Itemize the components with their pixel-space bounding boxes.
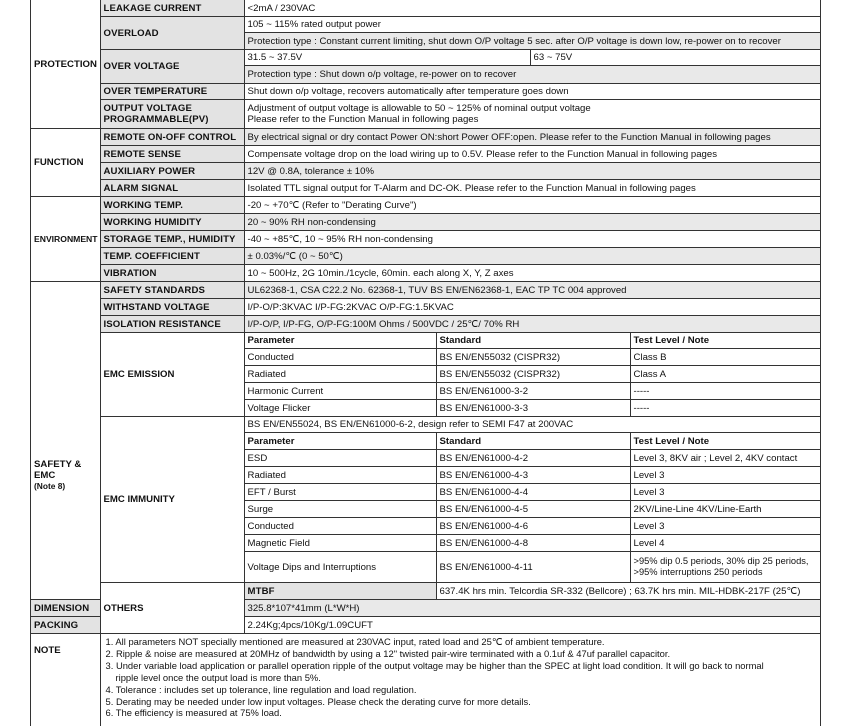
row-storage <box>31 231 821 248</box>
emission-standard: BS EN/EN61000-3-2 <box>436 383 630 400</box>
value-withstand-voltage: I/P-O/P:3KVAC I/P-FG:2KVAC O/P-FG:1.5KVAC <box>244 299 820 316</box>
label-working-humidity: WORKING HUMIDITY <box>100 214 244 231</box>
note-item: 4. Tolerance : includes set up tolerance, line regulation and load regulation. <box>105 683 417 695</box>
label-over-voltage: OVER VOLTAGE <box>100 50 244 84</box>
emission-header-parameter: Parameter <box>244 333 436 349</box>
row-safety-standards <box>31 282 821 299</box>
row-working-temp <box>31 197 821 214</box>
label-storage: STORAGE TEMP., HUMIDITY <box>100 231 244 248</box>
note-item: ripple level once the output load is more than 5%. <box>115 671 321 683</box>
immunity-level: Level 3 <box>630 467 820 484</box>
immunity-parameter: Radiated <box>244 467 436 484</box>
immunity-level: Level 4 <box>630 535 820 552</box>
immunity-parameter: Magnetic Field <box>244 535 436 552</box>
immunity-parameter: Surge <box>244 501 436 518</box>
value-safety-standards: UL62368-1, CSA C22.2 No. 62368-1, TUV BS EN/EN62368-1, EAC TP TC 004 approved <box>244 282 820 299</box>
label-remote-sense: REMOTE SENSE <box>100 146 244 163</box>
label-mtbf: MTBF <box>244 583 436 600</box>
label-remote-onoff: REMOTE ON-OFF CONTROL <box>100 129 244 146</box>
row-notes <box>31 634 821 726</box>
value-over-temperature: Shut down o/p voltage, recovers automatically after temperature goes down <box>244 84 820 100</box>
note-item: 1. All parameters NOT specially mentioned are measured at 230VAC input, rated load and 25℃ of ambient temperature. <box>105 636 605 647</box>
emission-header-row <box>31 333 821 349</box>
emission-header-standard: Standard <box>436 333 630 349</box>
label-packing: PACKING <box>31 617 101 634</box>
label-output-pv: OUTPUT VOLTAGE PROGRAMMABLE(PV) <box>100 100 244 129</box>
value-over-voltage-protection: Protection type : Shut down o/p voltage, re-power on to recover <box>244 66 820 84</box>
label-vibration: VIBRATION <box>100 265 244 282</box>
row-over-temperature <box>31 84 821 100</box>
row-vibration <box>31 265 821 282</box>
value-working-temp: -20 ~ +70℃ (Refer to "Derating Curve") <box>244 197 820 214</box>
immunity-standard: BS EN/EN61000-4-2 <box>436 450 630 467</box>
immunity-header-standard: Standard <box>436 433 630 450</box>
notes-list <box>100 634 820 726</box>
emission-level: Class A <box>630 366 820 383</box>
emission-parameter: Radiated <box>244 366 436 383</box>
immunity-header-parameter: Parameter <box>244 433 436 450</box>
immunity-standard: BS EN/EN61000-4-6 <box>436 518 630 535</box>
note-item: 5. Derating may be needed under low input voltages. Please check the derating curve for more details. <box>105 695 531 707</box>
value-over-voltage-1: 31.5 ~ 37.5V <box>244 50 530 66</box>
row-output-pv <box>31 100 821 129</box>
value-packing: 2.24Kg;4pcs/10Kg/1.09CUFT <box>244 617 820 634</box>
emission-parameter: Voltage Flicker <box>244 400 436 417</box>
note-item: 6. The efficiency is measured at 75% load. <box>105 707 282 719</box>
value-isolation-resistance: I/P-O/P, I/P-FG, O/P-FG:100M Ohms / 500VDC / 25℃/ 70% RH <box>244 316 820 333</box>
row-remote-sense <box>31 146 821 163</box>
immunity-standard: BS EN/EN61000-4-3 <box>436 467 630 484</box>
label-alarm-signal: ALARM SIGNAL <box>100 180 244 197</box>
value-temp-coeff: ± 0.03%/℃ (0 ~ 50℃) <box>244 248 820 265</box>
value-over-voltage-2: 63 ~ 75V <box>530 50 820 66</box>
value-overload-protection: Protection type : Constant current limiting, shut down O/P voltage 5 sec. after O/P voltage is down low, re-power on to recover <box>244 33 820 50</box>
row-overload-1 <box>31 17 821 33</box>
label-aux-power: AUXILIARY POWER <box>100 163 244 180</box>
immunity-intro-row <box>31 417 821 433</box>
immunity-standard: BS EN/EN61000-4-4 <box>436 484 630 501</box>
note-item: 2. Ripple & noise are measured at 20MHz of bandwidth by using a 12" twisted pair-wire terminated with a 0.1uf & 47uf parallel capacitor. <box>105 647 671 659</box>
immunity-header-level: Test Level / Note <box>630 433 820 450</box>
value-leakage-current: <2mA / 230VAC <box>244 0 820 17</box>
label-dimension: DIMENSION <box>31 600 101 617</box>
immunity-level: Level 3, 8KV air ; Level 2, 4KV contact <box>630 450 820 467</box>
immunity-parameter: Conducted <box>244 518 436 535</box>
row-mtbf <box>31 583 821 600</box>
value-mtbf: 637.4K hrs min. Telcordia SR-332 (Bellcore) ; 63.7K hrs min. MIL-HDBK-217F (25℃) <box>436 583 820 600</box>
label-withstand-voltage: WITHSTAND VOLTAGE <box>100 299 244 316</box>
section-function: FUNCTION <box>31 129 101 197</box>
row-temp-coeff <box>31 248 821 265</box>
immunity-parameter: ESD <box>244 450 436 467</box>
row-over-voltage-1 <box>31 50 821 66</box>
emission-parameter: Harmonic Current <box>244 383 436 400</box>
value-remote-onoff: By electrical signal or dry contact Power ON:short Power OFF:open. Please refer to the Function Manual in following pages <box>244 129 820 146</box>
row-withstand-voltage <box>31 299 821 316</box>
immunity-level: Level 3 <box>630 484 820 501</box>
value-dimension: 325.8*107*41mm (L*W*H) <box>244 600 820 617</box>
section-environment: ENVIRONMENT <box>31 197 101 282</box>
label-temp-coeff: TEMP. COEFFICIENT <box>100 248 244 265</box>
emission-standard: BS EN/EN55032 (CISPR32) <box>436 366 630 383</box>
value-storage: -40 ~ +85℃, 10 ~ 95% RH non-condensing <box>244 231 820 248</box>
emission-level: ----- <box>630 383 820 400</box>
emission-standard: BS EN/EN55032 (CISPR32) <box>436 349 630 366</box>
emission-header-level: Test Level / Note <box>630 333 820 349</box>
section-note: NOTE <box>31 634 101 726</box>
value-vibration: 10 ~ 500Hz, 2G 10min./1cycle, 60min. each along X, Y, Z axes <box>244 265 820 282</box>
row-isolation-resistance <box>31 316 821 333</box>
immunity-standard: BS EN/EN61000-4-5 <box>436 501 630 518</box>
immunity-intro: BS EN/EN55024, BS EN/EN61000-6-2, design refer to SEMI F47 at 200VAC <box>244 417 820 433</box>
section-safety-emc: SAFETY & EMC (Note 8) <box>31 282 101 600</box>
value-working-humidity: 20 ~ 90% RH non-condensing <box>244 214 820 231</box>
row-remote-onoff <box>31 129 821 146</box>
value-overload-range: 105 ~ 115% rated output power <box>244 17 820 33</box>
immunity-level: >95% dip 0.5 periods, 30% dip 25 periods, >95% interruptions 250 periods <box>630 552 820 583</box>
value-alarm-signal: Isolated TTL signal output for T-Alarm and DC-OK. Please refer to the Function Manual in following pages <box>244 180 820 197</box>
row-leakage-current <box>31 0 821 17</box>
label-emc-emission: EMC EMISSION <box>100 333 244 417</box>
row-alarm-signal <box>31 180 821 197</box>
label-working-temp: WORKING TEMP. <box>100 197 244 214</box>
label-safety-standards: SAFETY STANDARDS <box>100 282 244 299</box>
note-item: 3. Under variable load application or parallel operation ripple of the output voltage may be higher than the SPEC at light load condition. It will go back to normal <box>105 659 764 671</box>
label-over-temperature: OVER TEMPERATURE <box>100 84 244 100</box>
label-isolation-resistance: ISOLATION RESISTANCE <box>100 316 244 333</box>
immunity-parameter: EFT / Burst <box>244 484 436 501</box>
immunity-standard: BS EN/EN61000-4-8 <box>436 535 630 552</box>
value-aux-power: 12V @ 0.8A, tolerance ± 10% <box>244 163 820 180</box>
emission-level: ----- <box>630 400 820 417</box>
immunity-parameter: Voltage Dips and Interruptions <box>244 552 436 583</box>
emission-standard: BS EN/EN61000-3-3 <box>436 400 630 417</box>
emission-level: Class B <box>630 349 820 366</box>
row-aux-power <box>31 163 821 180</box>
spec-table <box>30 0 821 726</box>
emission-parameter: Conducted <box>244 349 436 366</box>
label-leakage-current: LEAKAGE CURRENT <box>100 0 244 17</box>
immunity-level: 2KV/Line-Line 4KV/Line-Earth <box>630 501 820 518</box>
section-protection: PROTECTION <box>31 0 101 129</box>
value-remote-sense: Compensate voltage drop on the load wiring up to 0.5V. Please refer to the Function Manual in following pages <box>244 146 820 163</box>
section-others: OTHERS <box>100 583 244 634</box>
row-working-humidity <box>31 214 821 231</box>
immunity-standard: BS EN/EN61000-4-11 <box>436 552 630 583</box>
immunity-level: Level 3 <box>630 518 820 535</box>
value-output-pv: Adjustment of output voltage is allowable to 50 ~ 125% of nominal output voltage Please refer to the Function Manual in following pages <box>244 100 820 129</box>
label-overload: OVERLOAD <box>100 17 244 50</box>
label-emc-immunity: EMC IMMUNITY <box>100 417 244 583</box>
